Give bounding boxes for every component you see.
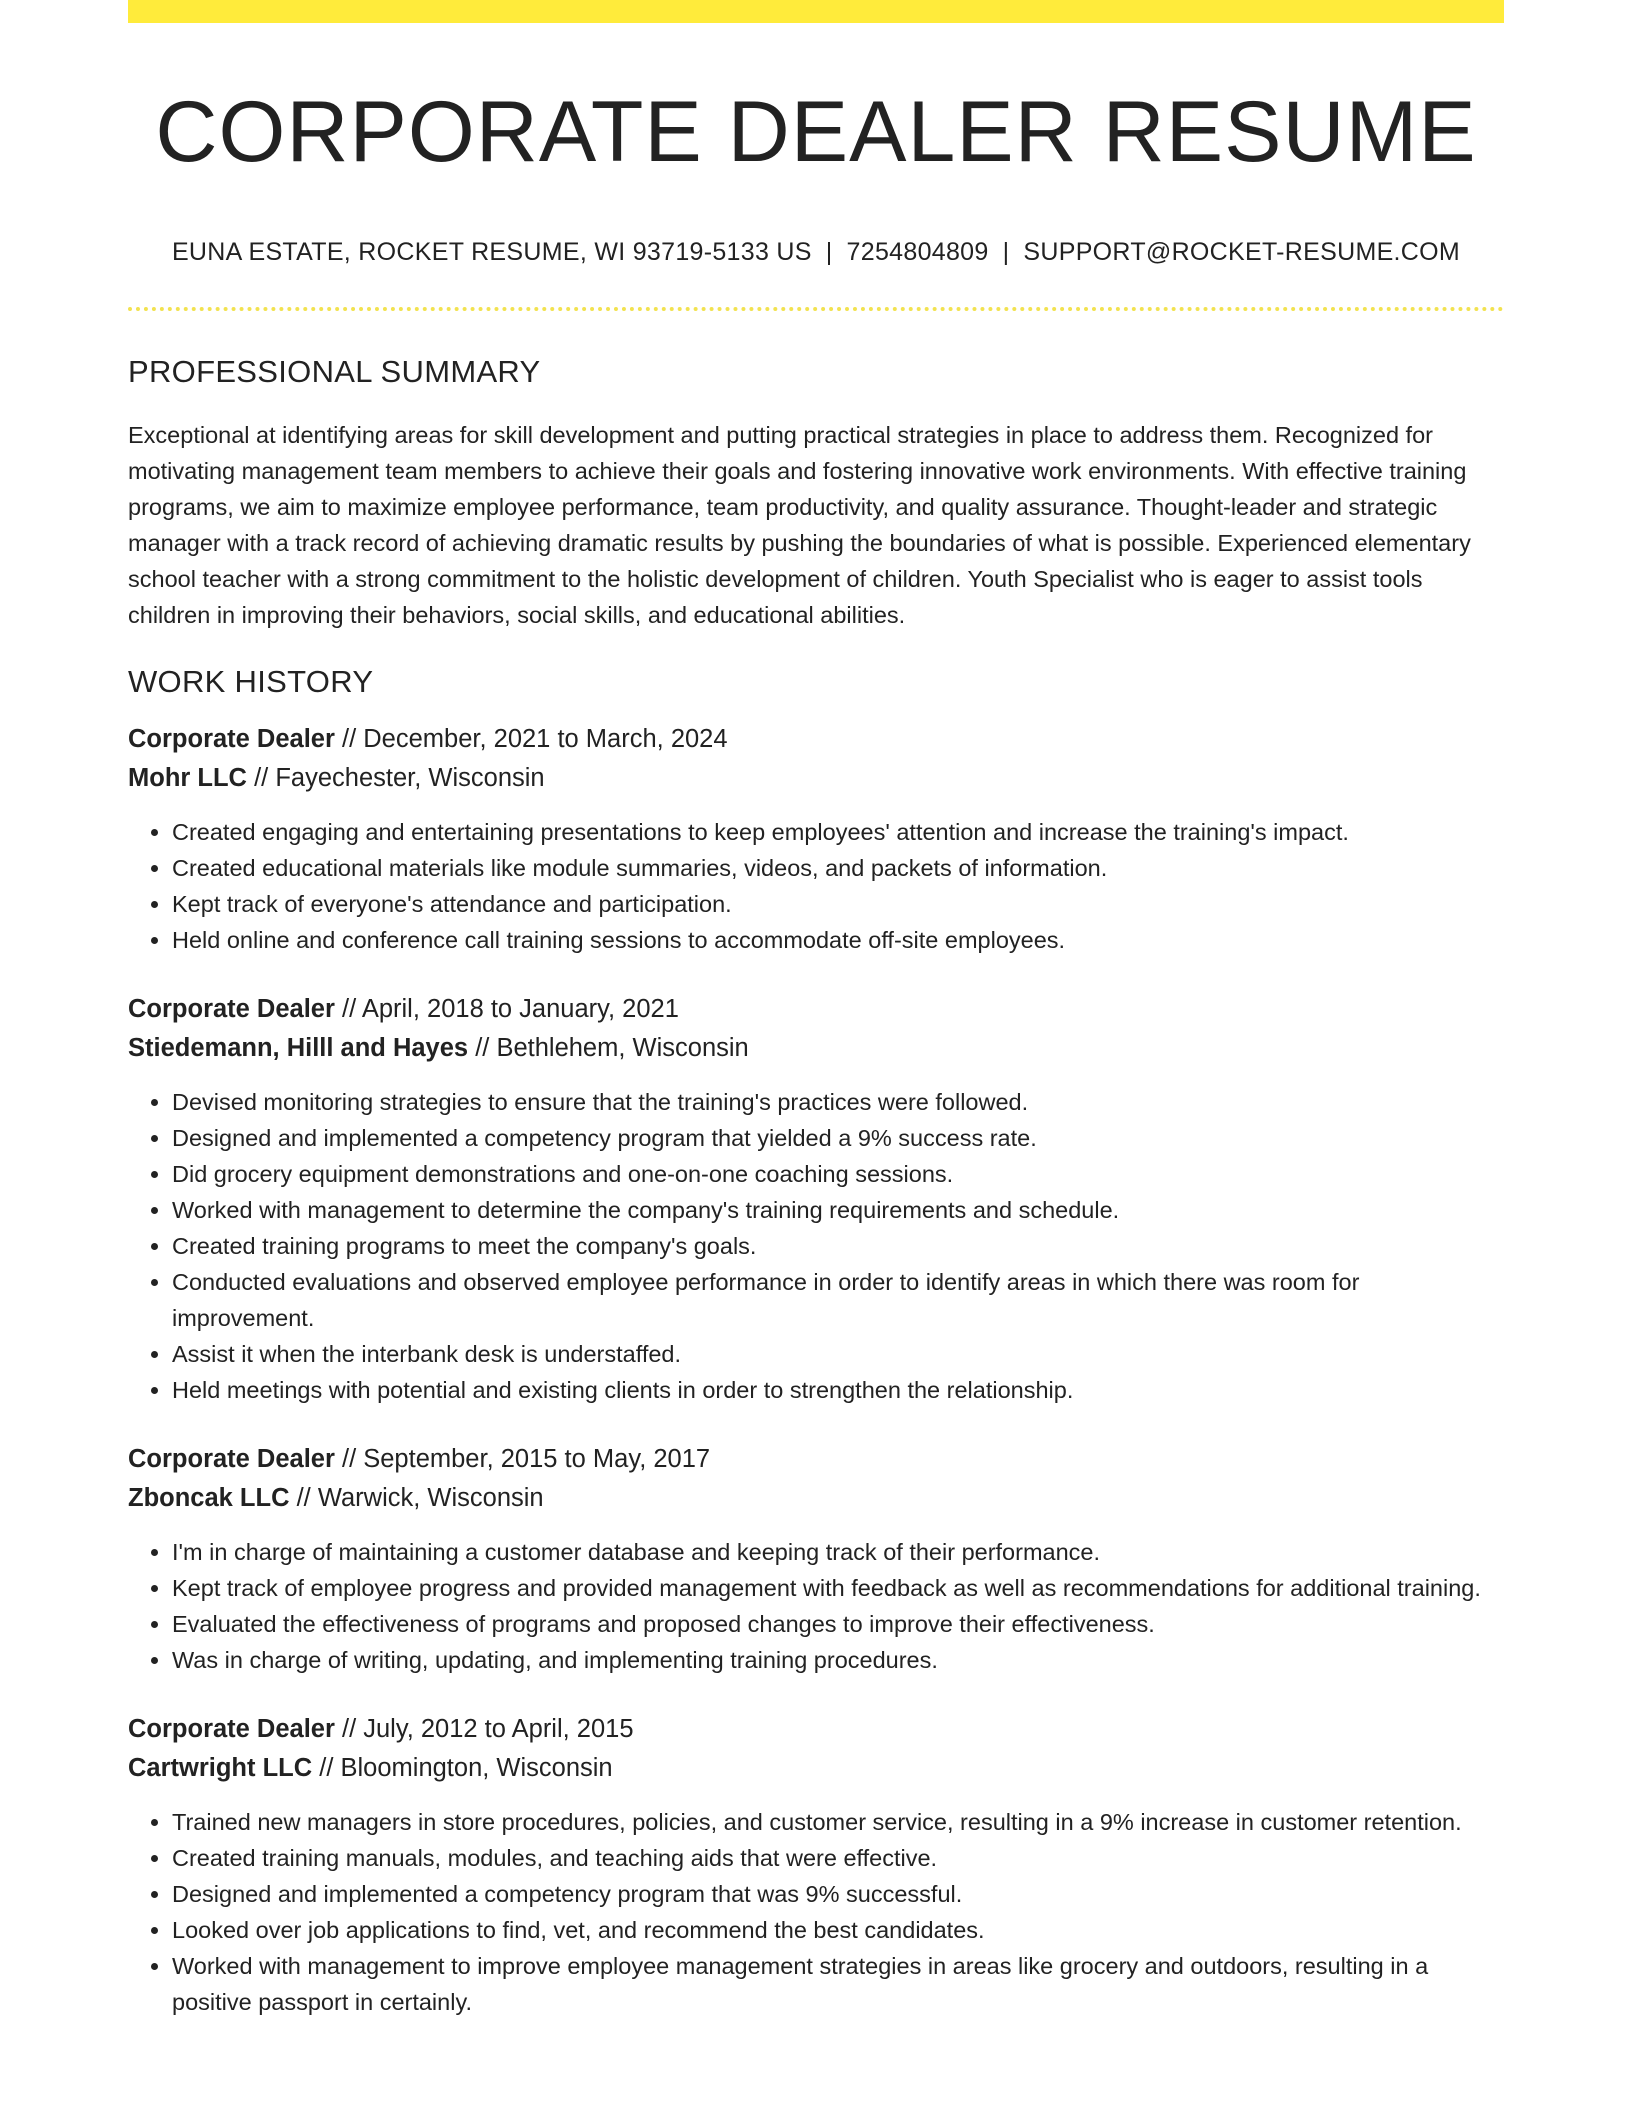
job-entry — [128, 720, 1504, 958]
list-item: • Kept track of everyone's attendance and participation. — [172, 886, 1504, 922]
job-title-line — [128, 1440, 1504, 1479]
job-title: Corporate Dealer — [128, 1715, 335, 1744]
job-entry — [128, 1440, 1504, 1678]
job-location: // Bloomington, Wisconsin — [312, 1754, 613, 1783]
section-heading-work-history: WORK HISTORY — [128, 664, 374, 700]
list-item: • Did grocery equipment demonstrations and one-on-one coaching sessions. — [172, 1156, 1504, 1192]
job-bullets — [128, 814, 1504, 958]
list-item: • I'm in charge of maintaining a customer database and keeping track of their performance. — [172, 1534, 1504, 1570]
job-location: // Fayechester, Wisconsin — [246, 764, 545, 793]
job-bullets — [128, 1804, 1504, 2020]
contact-separator: | — [825, 238, 833, 267]
job-location: // Bethlehem, Wisconsin — [468, 1034, 749, 1063]
list-item: • Kept track of employee progress and provided management with feedback as well as recommendations for additional training. — [172, 1570, 1504, 1606]
job-bullets — [128, 1084, 1504, 1408]
job-company-line — [128, 1749, 1504, 1788]
section-heading-summary: PROFESSIONAL SUMMARY — [128, 354, 541, 390]
list-item: • Designed and implemented a competency program that was 9% successful. — [172, 1876, 1504, 1912]
list-item: • Worked with management to improve employee management strategies in areas like grocery and outdoors, resulting in a positive passport in certainly. — [172, 1948, 1504, 2020]
list-item: • Trained new managers in store procedures, policies, and customer service, resulting in a 9% increase in customer retention. — [172, 1804, 1504, 1840]
job-dates: // July, 2012 to April, 2015 — [334, 1715, 634, 1744]
contact-phone[interactable]: 7254804809 — [846, 238, 989, 267]
list-item: • Looked over job applications to find, vet, and recommend the best candidates. — [172, 1912, 1504, 1948]
list-item: • Evaluated the effectiveness of programs and proposed changes to improve their effectiveness. — [172, 1606, 1504, 1642]
job-entry — [128, 990, 1504, 1408]
summary-paragraph: Exceptional at identifying areas for skill development and putting practical strategies in place to address them. Recognized for motivating management team members to achieve their goals and fostering innovative work environments. With effective training programs, we aim to maximize employee performance, team productivity, and quality assurance. Thought-leader and strategic manager with a track record of achieving dramatic results by pushing the boundaries of what is possible. Experienced elementary school teacher with a strong commitment to the holistic development of children. Youth Specialist who is eager to assist tools children in improving their behaviors, social skills, and educational abilities. — [128, 422, 1471, 629]
job-title-line — [128, 720, 1504, 759]
resume-title: CORPORATE DEALER RESUME — [155, 84, 1477, 180]
job-title-line — [128, 1710, 1504, 1749]
list-item: • Assist it when the interbank desk is understaffed. — [172, 1336, 1504, 1372]
job-dates: // December, 2021 to March, 2024 — [334, 725, 728, 754]
list-item: • Was in charge of writing, updating, and implementing training procedures. — [172, 1642, 1504, 1678]
list-item: • Conducted evaluations and observed employee performance in order to identify areas in which there was room for improvement. — [172, 1264, 1504, 1336]
list-item: • Designed and implemented a competency program that yielded a 9% success rate. — [172, 1120, 1504, 1156]
job-title: Corporate Dealer — [128, 725, 335, 754]
list-item: • Held meetings with potential and existing clients in order to strengthen the relationship. — [172, 1372, 1504, 1408]
list-item: • Worked with management to determine the company's training requirements and schedule. — [172, 1192, 1504, 1228]
job-company: Stiedemann, Hilll and Hayes — [128, 1034, 469, 1063]
contact-line — [128, 238, 1504, 267]
job-title-line — [128, 990, 1504, 1029]
list-item: • Held online and conference call training sessions to accommodate off-site employees. — [172, 922, 1504, 958]
dotted-divider — [128, 307, 1504, 311]
job-company-line — [128, 1029, 1504, 1068]
contact-address: EUNA ESTATE, ROCKET RESUME, WI 93719-5133 US — [171, 238, 812, 267]
job-company: Cartwright LLC — [128, 1754, 313, 1783]
accent-top-bar — [128, 0, 1504, 23]
list-item: • Created engaging and entertaining presentations to keep employees' attention and increase the training's impact. — [172, 814, 1504, 850]
list-item: • Created educational materials like module summaries, videos, and packets of information. — [172, 850, 1504, 886]
job-dates: // September, 2015 to May, 2017 — [334, 1445, 711, 1474]
job-dates: // April, 2018 to January, 2021 — [334, 995, 679, 1024]
job-title: Corporate Dealer — [128, 995, 335, 1024]
job-title: Corporate Dealer — [128, 1445, 335, 1474]
list-item: • Devised monitoring strategies to ensure that the training's practices were followed. — [172, 1084, 1504, 1120]
list-item: • Created training manuals, modules, and teaching aids that were effective. — [172, 1840, 1504, 1876]
job-company: Zboncak LLC — [128, 1484, 290, 1513]
job-company-line — [128, 1479, 1504, 1518]
job-entry — [128, 1710, 1504, 2020]
job-company-line — [128, 759, 1504, 798]
contact-separator: | — [1002, 238, 1010, 267]
job-location: // Warwick, Wisconsin — [289, 1484, 544, 1513]
list-item: • Created training programs to meet the company's goals. — [172, 1228, 1504, 1264]
job-bullets — [128, 1534, 1504, 1678]
job-company: Mohr LLC — [128, 764, 247, 793]
resume-page — [128, 0, 1504, 2020]
contact-email[interactable]: SUPPORT@ROCKET-RESUME.COM — [1023, 238, 1461, 267]
